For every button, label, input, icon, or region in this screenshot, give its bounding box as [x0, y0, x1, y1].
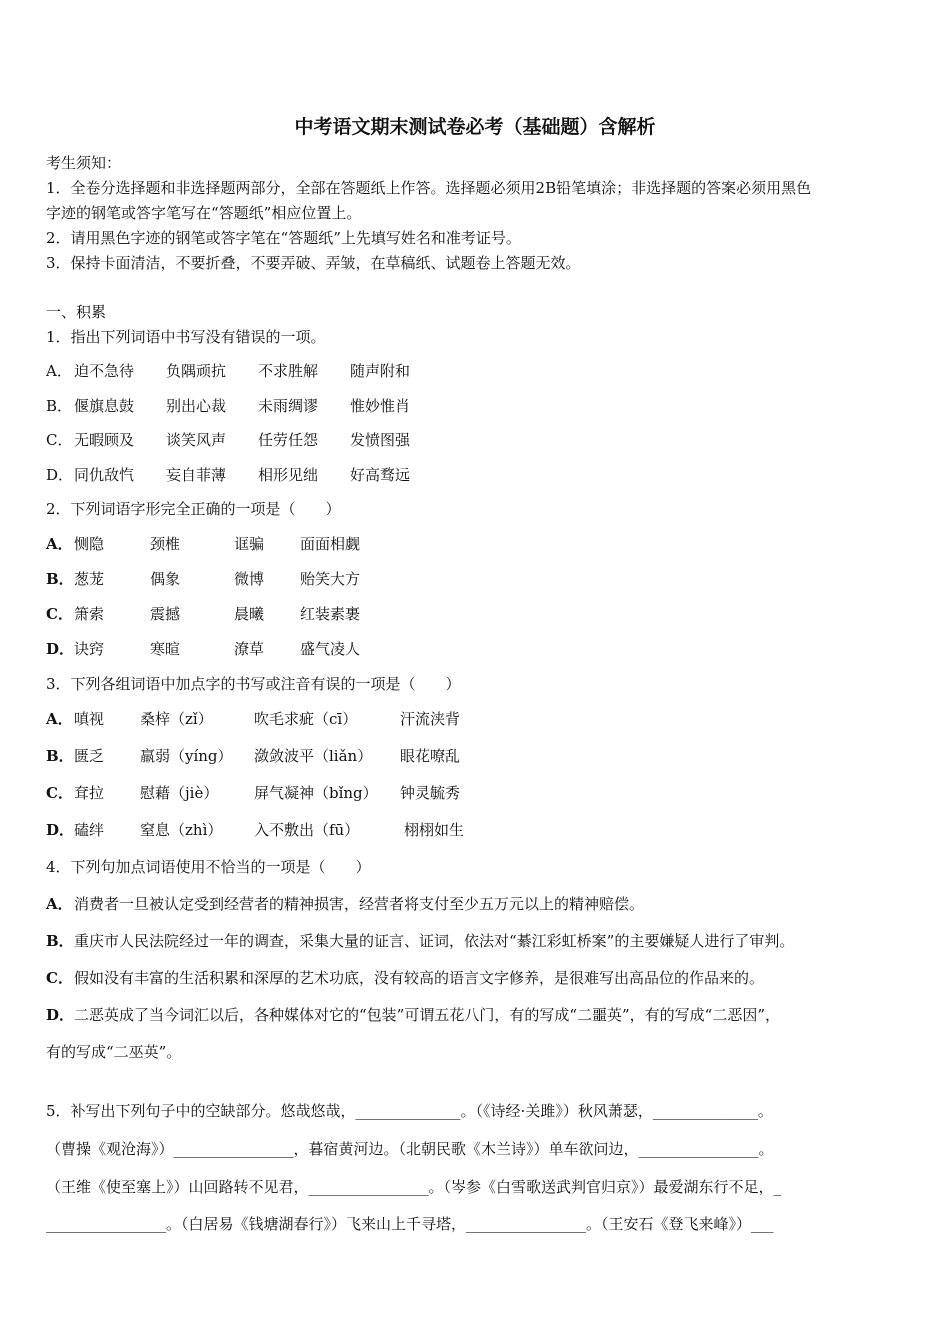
option-word: 惟妙惟肖	[350, 397, 411, 415]
notice-item: 3．保持卡面清洁，不要折叠，不要弄破、弄皱，在草稿纸、试题卷上答题无效。	[46, 254, 581, 272]
option-label: C．	[46, 605, 73, 623]
option-word: 嗔视	[74, 710, 105, 728]
question-3-stem: 3．下列各组词语中加点字的书写或注音有误的一项是（ ）	[46, 675, 461, 693]
option-label: A．	[46, 362, 72, 380]
option-label: C．	[46, 431, 73, 449]
q3-option-c	[46, 782, 460, 804]
option-word: 屏气凝神（bǐng）	[254, 784, 378, 802]
option-label: D．	[46, 1006, 75, 1024]
option-word: 不求胜解	[258, 362, 319, 380]
option-word: 窒息（zhì）	[140, 821, 223, 839]
q1-option-c	[46, 429, 410, 451]
q1-option-d	[46, 464, 410, 486]
option-label: A．	[46, 535, 73, 553]
option-word: 谈笑风声	[166, 431, 227, 449]
option-word: 诓骗	[234, 535, 265, 553]
option-label: B．	[46, 747, 74, 765]
option-word: 发愤图强	[350, 431, 411, 449]
q1-option-b	[46, 395, 410, 417]
question-5-line: 5．补写出下列句子中的空缺部分。悠哉悠哉，______________。（《诗经·关雎》）秋风萧瑟，______________。	[46, 1102, 773, 1120]
option-text: 假如没有丰富的生活积累和深厚的艺术功底，没有较高的语言文字修养，是很难写出高品位的作品来的。	[74, 969, 765, 987]
option-word: 偃旗息鼓	[74, 397, 135, 415]
option-text: 二恶英成了当今词汇以后，各种媒体对它的“包装”可谓五花八门，有的写成“二噩英”，有的写成“二恶因”，	[74, 1006, 781, 1024]
option-word: 负隅顽抗	[166, 362, 227, 380]
q4-option-b	[46, 930, 794, 952]
option-word: 同仇敌忾	[74, 466, 135, 484]
question-1-stem: 1．指出下列词语中书写没有错误的一项。	[46, 328, 326, 346]
q2-option-b	[46, 568, 360, 590]
option-word: 羸弱（yíng）	[140, 747, 233, 765]
option-word: 颈椎	[150, 535, 181, 553]
option-word: 栩栩如生	[404, 821, 465, 839]
option-word: 未雨绸谬	[258, 397, 319, 415]
option-word: 面面相觑	[300, 535, 361, 553]
option-word: 钟灵毓秀	[400, 784, 461, 802]
option-label: B．	[46, 570, 74, 588]
q1-option-a	[46, 360, 410, 382]
option-label: A．	[46, 710, 73, 728]
notice-heading: 考生须知：	[46, 154, 122, 172]
page-title: 中考语文期末测试卷必考（基础题）含解析	[294, 116, 656, 138]
option-word: 入不敷出（fū）	[254, 821, 360, 839]
notice-item: 2．请用黑色字迹的钢笔或答字笔在“答题纸”上先填写姓名和准考证号。	[46, 229, 521, 247]
option-word: 微博	[234, 570, 265, 588]
option-word: 葱茏	[74, 570, 105, 588]
option-word: 潋敛波平（liǎn）	[254, 747, 373, 765]
option-text: 有的写成“二巫英”。	[46, 1043, 182, 1061]
option-label: B．	[46, 932, 74, 950]
option-word: 眼花嘹乱	[400, 747, 461, 765]
option-word: 贻笑大方	[300, 570, 361, 588]
option-word: 匮乏	[74, 747, 105, 765]
q3-option-d	[46, 819, 464, 841]
option-word: 别出心裁	[166, 397, 227, 415]
q2-option-c	[46, 603, 360, 625]
option-word: 偶象	[150, 570, 181, 588]
question-2-stem: 2．下列词语字形完全正确的一项是（ ）	[46, 500, 341, 518]
option-word: 寒暄	[150, 640, 181, 658]
question-5-line: （王维《使至塞上》）山回路转不见君，________________。（岑参《白雪歌送武判官归京》）最爱湖东行不足，_	[46, 1178, 782, 1196]
option-word: 无暇顾及	[74, 431, 135, 449]
option-word: 潦草	[234, 640, 265, 658]
option-word: 迫不急待	[74, 362, 135, 380]
option-word: 任劳任怨	[258, 431, 319, 449]
option-word: 相形见绌	[258, 466, 319, 484]
option-word: 震撼	[150, 605, 181, 623]
option-word: 好高骛远	[350, 466, 411, 484]
q2-option-d	[46, 638, 360, 660]
option-word: 箫索	[74, 605, 105, 623]
question-4-stem: 4．下列句加点词语使用不恰当的一项是（ ）	[46, 858, 371, 876]
notice-item: 字迹的钢笔或答字笔写在“答题纸”相应位置上。	[46, 204, 362, 222]
option-word: 盛气凌人	[300, 640, 361, 658]
notice-item: 1．全卷分选择题和非选择题两部分，全部在答题纸上作答。选择题必须用2B铅笔填涂；非选择题的答案必须用黑色	[46, 179, 812, 197]
option-word: 红装素裹	[300, 605, 361, 623]
option-text: 消费者一旦被认定受到经营者的精神损害，经营者将支付至少五万元以上的精神赔偿。	[74, 895, 645, 913]
section-heading: 一、积累	[46, 303, 107, 321]
option-word: 诀窍	[74, 640, 105, 658]
q2-option-a	[46, 533, 360, 555]
question-5-line: ________________。（白居易《钱塘湖春行》）飞来山上千寻塔，________________。（王安石《登飞来峰》）___	[46, 1215, 774, 1233]
option-label: B．	[46, 397, 73, 415]
option-word: 慰藉（jiè）	[140, 784, 219, 802]
option-word: 随声附和	[350, 362, 411, 380]
q3-option-a	[46, 708, 460, 730]
option-label: A．	[46, 895, 73, 913]
option-text: 重庆市人民法院经过一年的调查，采集大量的证言、证词，依法对“綦江彩虹桥案”的主要嫌疑人进行了审判。	[74, 932, 795, 950]
q4-option-d	[46, 1004, 780, 1026]
option-label: D．	[46, 466, 74, 484]
option-word: 恻隐	[74, 535, 105, 553]
option-word: 磕绊	[74, 821, 105, 839]
option-label: C．	[46, 969, 73, 987]
option-label: D．	[46, 821, 75, 839]
option-word: 晨曦	[234, 605, 265, 623]
q4-option-a	[46, 893, 644, 915]
option-word: 妄自菲薄	[166, 466, 227, 484]
option-word: 耷拉	[74, 784, 105, 802]
option-label: D．	[46, 640, 75, 658]
option-word: 吹毛求疵（cī）	[254, 710, 358, 728]
option-word: 汗流浃背	[400, 710, 461, 728]
option-word: 桑梓（zǐ）	[140, 710, 213, 728]
q3-option-b	[46, 745, 460, 767]
q4-option-d-continued	[46, 1041, 181, 1063]
question-5-line: （曹操《观沧海》）________________，暮宿黄河边。（北朝民歌《木兰诗》）单车欲问边，________________。	[46, 1140, 774, 1158]
q4-option-c	[46, 967, 764, 989]
option-label: C．	[46, 784, 73, 802]
